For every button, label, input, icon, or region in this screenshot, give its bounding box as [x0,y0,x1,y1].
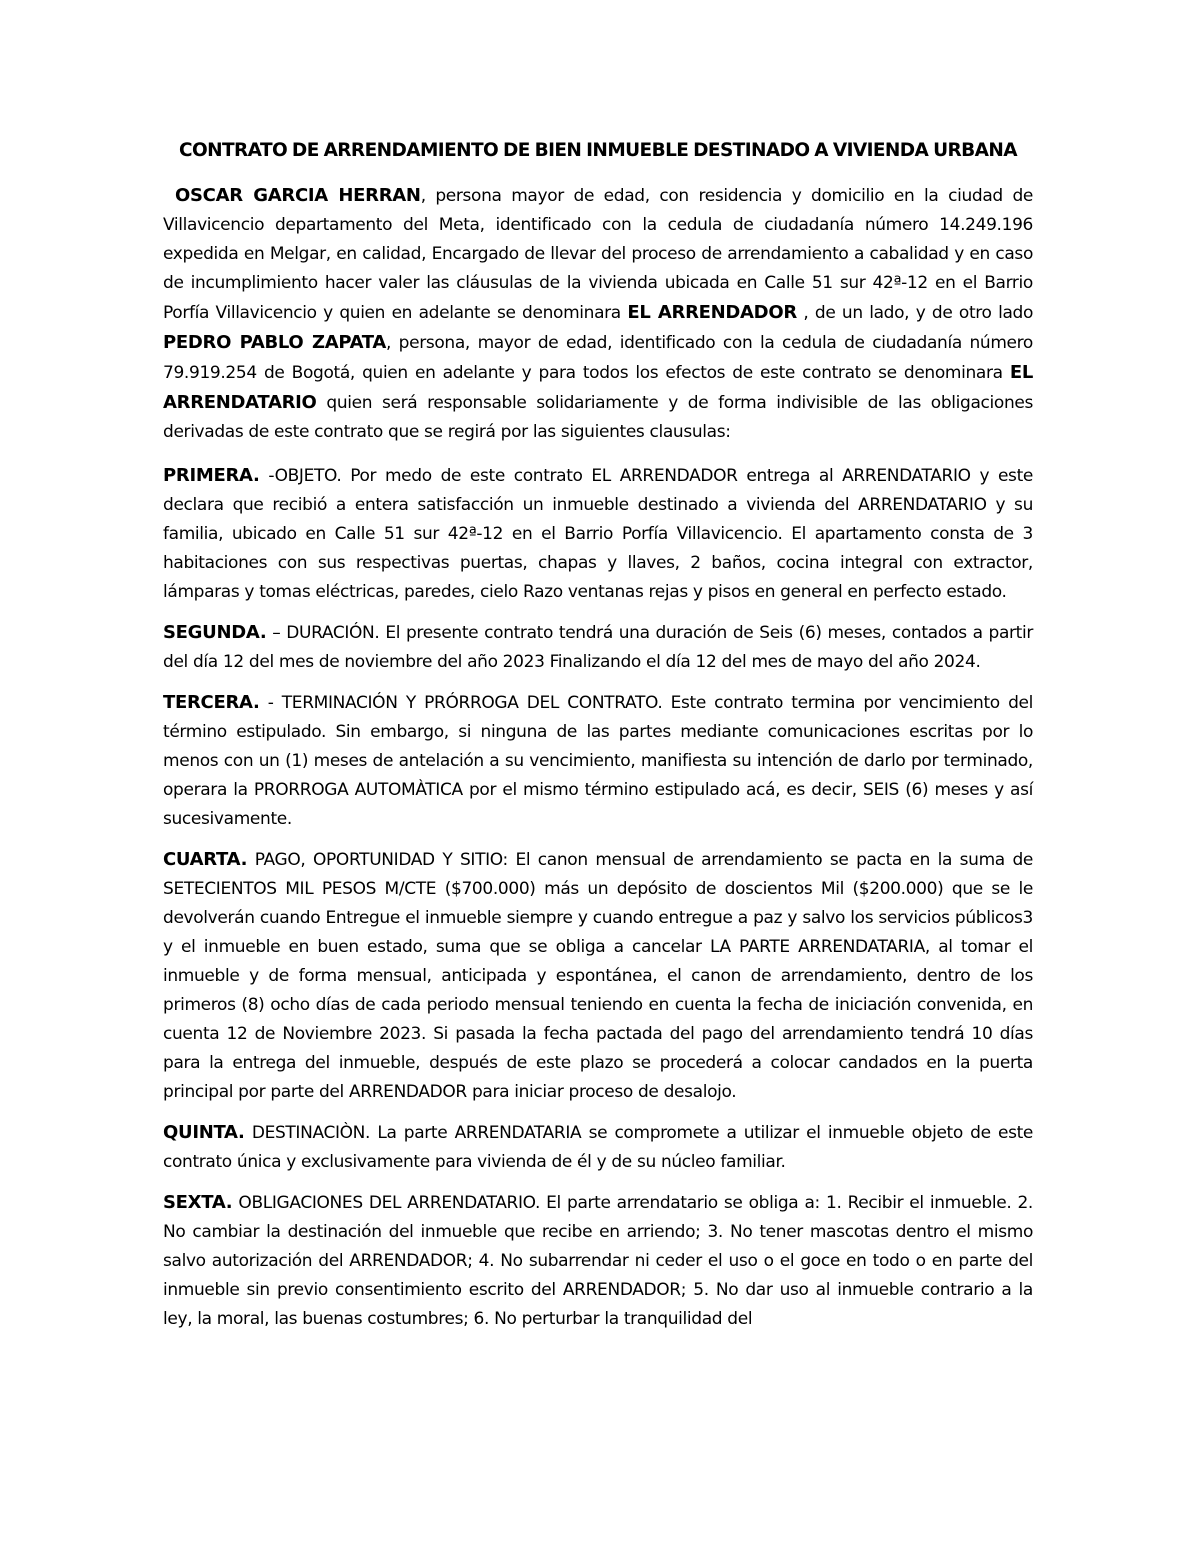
tenant-name: PEDRO PABLO ZAPATA [163,332,387,353]
clause-heading: SEGUNDA. [163,622,267,643]
document-body [163,181,1033,1334]
intro-paragraph [163,181,1033,447]
clause-text: - TERMINACIÓN Y PRÓRROGA DEL CONTRATO. Este contrato termina por vencimiento del término estipulado. Sin embargo, si ninguna de las partes mediante comunicaciones escritas por lo menos con un (1) meses de antelación a su vencimiento, manifiesta su intención de darlo por terminado, operara la PRORROGA AUTOMÀTICA por el mismo término estipulado acá, es decir, SEIS (6) meses y así sucesivamente. [163,693,1033,829]
document-title: CONTRATO DE ARRENDAMIENTO DE BIEN INMUEBLE DESTINADO A VIVIENDA URBANA [179,140,1017,161]
tenant-role: EL ARRENDATARIO [163,362,1033,413]
clause-tercera [163,688,1033,834]
clause-primera [163,461,1033,607]
clause-text: DESTINACIÒN. La parte ARRENDATARIA se compromete a utilizar el inmueble objeto de este contrato única y exclusivamente para vivienda de él y de su núcleo familiar. [163,1123,1033,1172]
clause-heading: CUARTA. [163,849,248,870]
clause-quinta [163,1118,1033,1177]
intro-text-1: , persona mayor de edad, con residencia y domicilio en la ciudad de Villavicencio departamento del Meta, identificado con la cedula de ciudadanía número 14.249.196 expedida en Melgar, en calidad, Encargado de llevar del proceso de arrendamiento a cabalidad y en caso de incumplimiento hacer valer las cláusulas de la vivienda ubicada en Calle 51 sur 42ª-12 en el Barrio Porfía Villavicencio y quien en adelante se denominara [163,186,1033,323]
intro-text-4: quien será responsable solidariamente y de forma indivisible de las obligaciones derivadas de este contrato que se regirá por las siguientes clausulas: [163,393,1033,442]
landlord-role: EL ARRENDADOR [627,302,797,323]
clause-heading: SEXTA. [163,1192,233,1213]
clause-text: OBLIGACIONES DEL ARRENDATARIO. El parte arrendatario se obliga a: 1. Recibir el inmueble. 2. No cambiar la destinación del inmueble que recibe en arriendo; 3. No tener mascotas dentro el mismo salvo autorización del ARRENDADOR; 4. No subarrendar ni ceder el uso o el goce en todo o en parte del inmueble sin previo consentimiento escrito del ARRENDADOR; 5. No dar uso al inmueble contrario a la ley, la moral, las buenas costumbres; 6. No perturbar la tranquilidad del [163,1193,1033,1329]
landlord-name: OSCAR GARCIA HERRAN [175,185,421,206]
intro-text-2: , de un lado, y de otro lado [796,303,1034,323]
clause-sexta [163,1188,1033,1334]
clause-segunda [163,618,1033,677]
clause-cuarta [163,845,1033,1107]
clause-text: PAGO, OPORTUNIDAD Y SITIO: El canon mensual de arrendamiento se pacta en la suma de SETECIENTOS MIL PESOS M/CTE ($700.000) más un depósito de doscientos Mil ($200.000) que se le devolverán cuando Entregue el inmueble siempre y cuando entregue a paz y salvo los servicios públicos3 y el inmueble en buen estado, suma que se obliga a cancelar LA PARTE ARRENDATARIA, al tomar el inmueble y de forma mensual, anticipada y espontánea, el canon de arrendamiento, dentro de los primeros (8) ocho días de cada periodo mensual teniendo en cuenta la fecha de iniciación convenida, en cuenta 12 de Noviembre 2023. Si pasada la fecha pactada del pago del arrendamiento tendrá 10 días para la entrega del inmueble, después de este plazo se procederá a colocar candados en la puerta principal por parte del ARRENDADOR para iniciar proceso de desalojo. [163,850,1033,1102]
clause-heading: QUINTA. [163,1122,245,1143]
clause-text: -OBJETO. Por medo de este contrato EL ARRENDADOR entrega al ARRENDATARIO y este declara que recibió a entera satisfacción un inmueble destinado a vivienda del ARRENDATARIO y su familia, ubicado en Calle 51 sur 42ª-12 en el Barrio Porfía Villavicencio. El apartamento consta de 3 habitaciones con sus respectivas puertas, chapas y llaves, 2 baños, cocina integral con extractor, lámparas y tomas eléctricas, paredes, cielo Razo ventanas rejas y pisos en general en perfecto estado. [163,466,1033,602]
intro-text-3: , persona, mayor de edad, identificado con la cedula de ciudadanía número 79.919.254 de Bogotá, quien en adelante y para todos los efectos de este contrato se denominara [163,333,1033,383]
clause-heading: PRIMERA. [163,465,260,486]
clause-heading: TERCERA. [163,692,260,713]
clause-text: – DURACIÓN. El presente contrato tendrá una duración de Seis (6) meses, contados a partir del día 12 del mes de noviembre del año 2023 Finalizando el día 12 del mes de mayo del año 2024. [163,623,1033,672]
